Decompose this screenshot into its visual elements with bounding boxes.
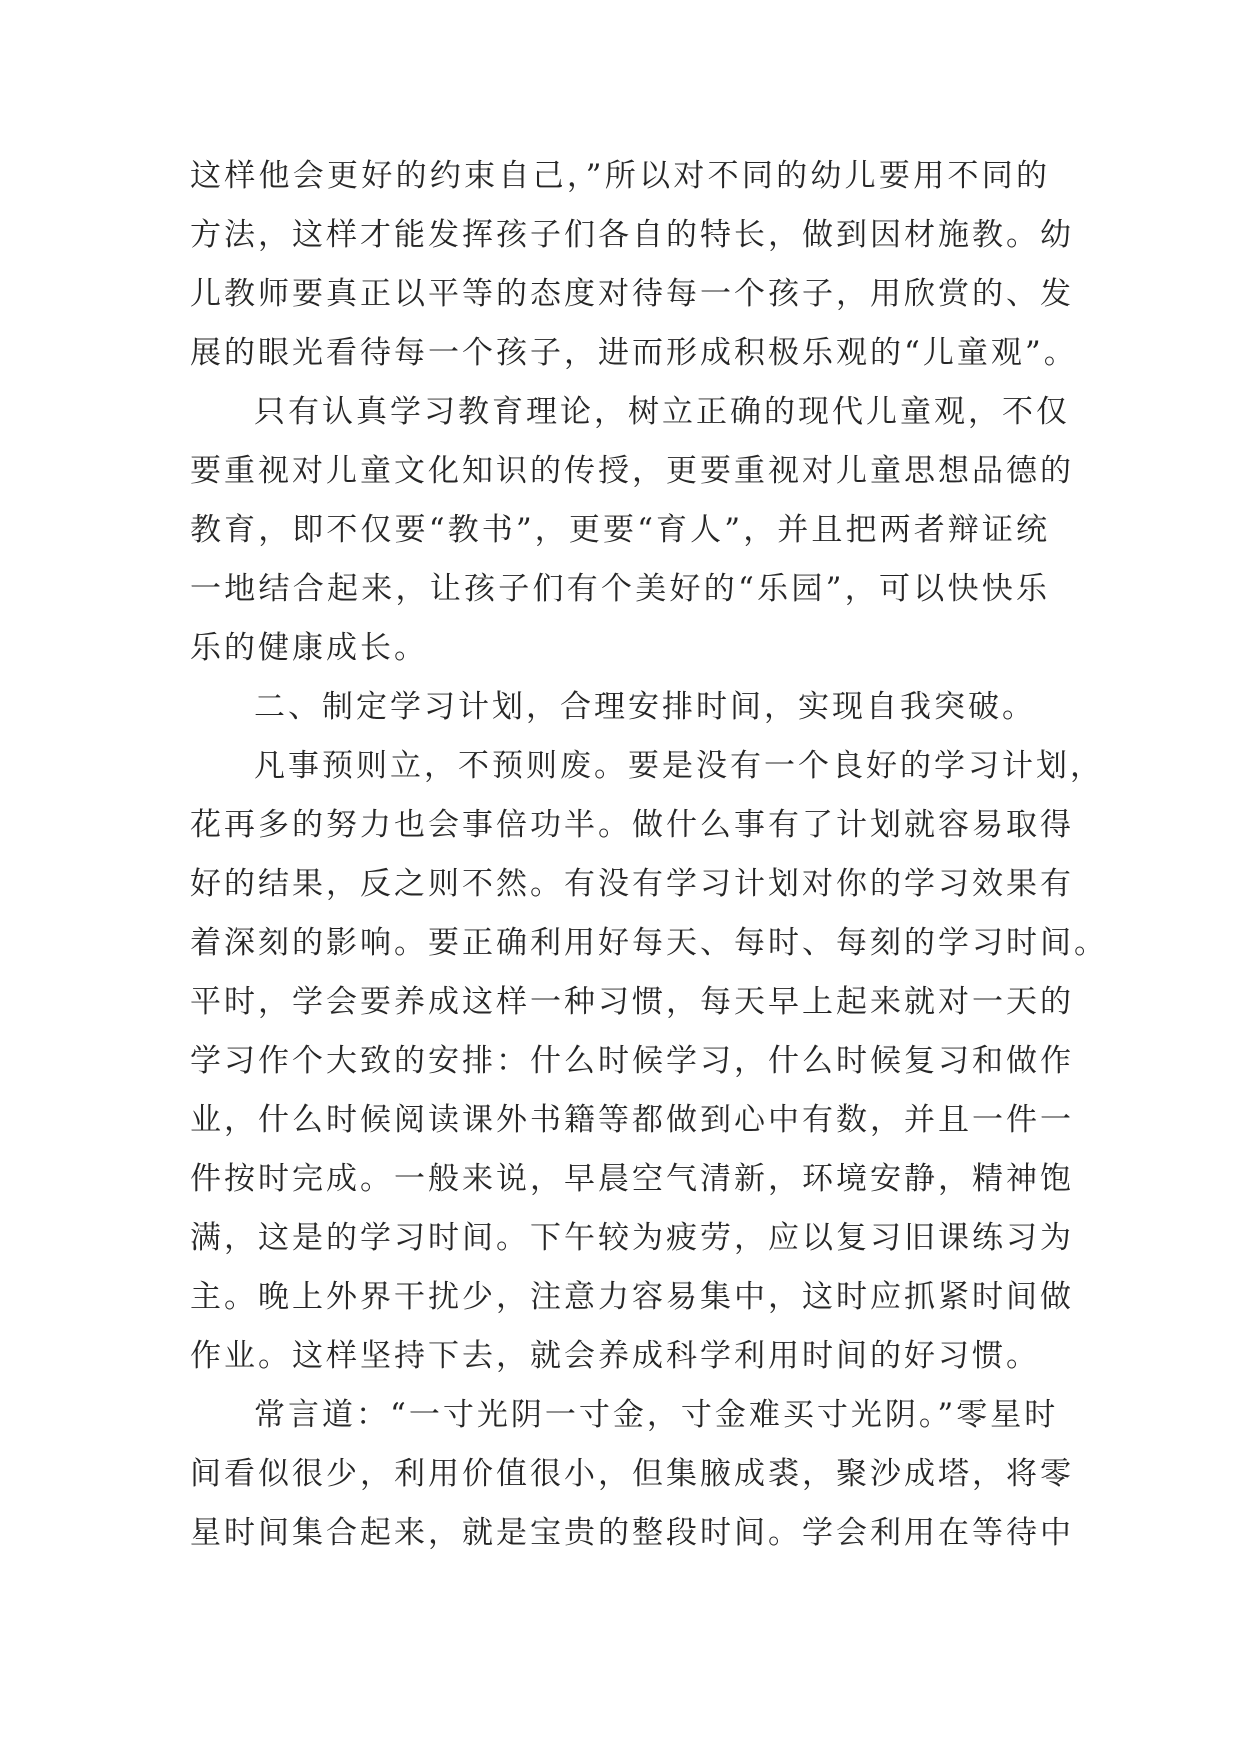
- text-line: 星时间集合起来，就是宝贵的整段时间。学会利用在等待中: [190, 1515, 1074, 1551]
- text-line: 满，这是的学习时间。下午较为疲劳，应以复习旧课练习为: [190, 1220, 1074, 1256]
- section-heading: 二、制定学习计划，合理安排时间，实现自我突破。: [254, 689, 1036, 725]
- text-line: 展的眼光看待每一个孩子，进而形成积极乐观的“儿童观”。: [190, 335, 1078, 371]
- paragraph-first-line: 凡事预则立，不预则废。要是没有一个良好的学习计划，: [254, 748, 1104, 784]
- text-line: 花再多的努力也会事倍功半。做什么事有了计划就容易取得: [190, 807, 1074, 843]
- text-line: 这样他会更好的约束自己，”所以对不同的幼儿要用不同的: [190, 158, 1050, 194]
- document-body: [190, 147, 1108, 1563]
- text-line: 要重视对儿童文化知识的传授，更要重视对儿童思想品德的: [190, 453, 1074, 489]
- text-line: 好的结果，反之则不然。有没有学习计划对你的学习效果有: [190, 866, 1074, 902]
- paragraph-first-line: 只有认真学习教育理论，树立正确的现代儿童观，不仅: [254, 394, 1070, 430]
- text-line: 方法，这样才能发挥孩子们各自的特长，做到因材施教。幼: [190, 217, 1074, 253]
- text-line: 学习作个大致的安排：什么时候学习，什么时候复习和做作: [190, 1043, 1074, 1079]
- text-line: 作业。这样坚持下去，就会养成科学利用时间的好习惯。: [190, 1338, 1040, 1374]
- text-line: 间看似很少，利用价值很小，但集腋成裘，聚沙成塔，将零: [190, 1456, 1074, 1492]
- text-line: 乐的健康成长。: [190, 630, 428, 666]
- text-line: 主。晚上外界干扰少，注意力容易集中，这时应抓紧时间做: [190, 1279, 1074, 1315]
- text-line: 件按时完成。一般来说，早晨空气清新，环境安静，精神饱: [190, 1161, 1074, 1197]
- text-line: 教育，即不仅要“教书”，更要“育人”，并且把两者辩证统: [190, 512, 1050, 548]
- text-line: 一地结合起来，让孩子们有个美好的“乐园”，可以快快乐: [190, 571, 1050, 607]
- text-line: 业，什么时候阅读课外书籍等都做到心中有数，并且一件一: [190, 1102, 1074, 1138]
- text-line: 平时，学会要养成这样一种习惯，每天早上起来就对一天的: [190, 984, 1074, 1020]
- text-line: 着深刻的影响。要正确利用好每天、每时、每刻的学习时间。: [190, 925, 1108, 961]
- text-line: 儿教师要真正以平等的态度对待每一个孩子，用欣赏的、发: [190, 276, 1074, 312]
- paragraph-first-line: 常言道：“一寸光阴一寸金，寸金难买寸光阴。”零星时: [254, 1397, 1059, 1433]
